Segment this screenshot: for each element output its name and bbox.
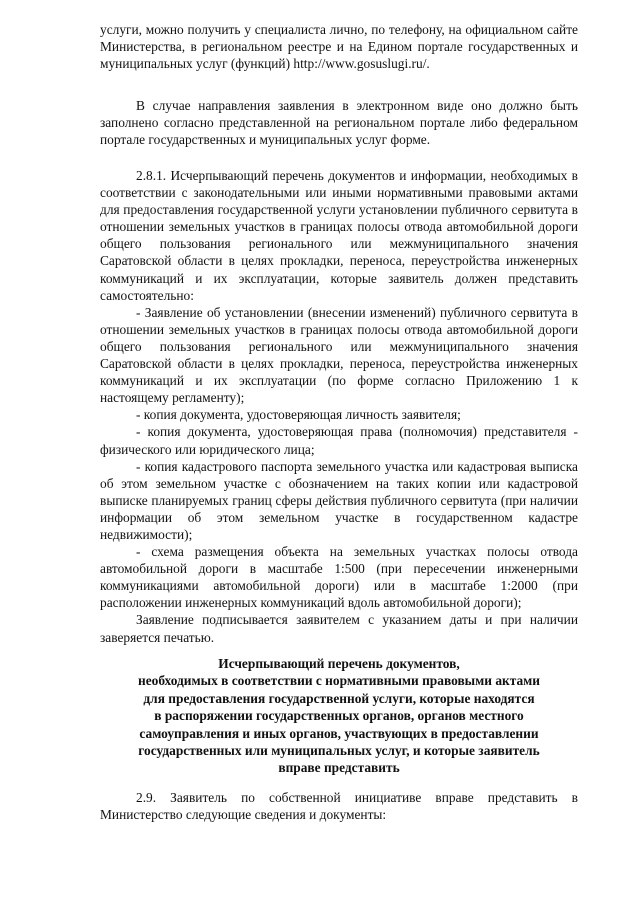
list-item: - копия документа, удостоверяющая личность заявителя; [136,407,461,423]
list-item: - копия кадастрового паспорта земельного участка или кадастровая выписка об этом земельном участке с обозначением на таких копии или кадастровой выписке планируемых границ сферы действия публичного сервитута (при наличии информации об этом земельном участке в государственном кадастре недвижимости); [100,458,578,542]
list-item: - схема размещения объекта на земельных участках полосы отвода автомобильной дороги в масштабе 1:500 (при пересечении инженерными коммуникациями автомобильной дороги) или в масштабе 1:2000 (при расположении инженерных коммуникаций вдоль автомобильной дороги); [100,544,578,611]
paragraph-2-9: 2.9. Заявитель по собственной инициативе вправе представить в Министерство следующие сведения и документы: [100,790,578,823]
heading-line: Исчерпывающий перечень документов, [218,656,460,671]
heading-line: вправе представить [278,760,400,776]
section-2-8-1 [100,167,578,646]
paragraph-text: В случае направления заявления в электронном виде оно должно быть заполнено согласно представленной на региональном портале либо федеральном портале государственных и муниципальных услуг форме. [100,98,578,148]
paragraph-intro-continuation [100,21,578,72]
list-item: - Заявление об установлении (внесении изменений) публичного сервитута в отношении земельных участков в границах полосы отвода автомобильной дороги общего пользования регионального или межмуниципального значения Саратовской области в целях прокладки, переноса, переустройства инженерных коммуникаций и их эксплуатации (по форме согласно Приложению 1 к настоящему регламенту); [100,304,578,406]
section-heading [100,655,578,777]
heading-line: для предоставления государственной услуги, которые находятся [143,690,535,706]
paragraph-2-8-1: 2.8.1. Исчерпывающий перечень документов и информации, необходимых в соответствии с законодательными или иными нормативными правовыми актами для предоставления государственной услуги установлении публичного сервитута в отношении земельных участков в границах полосы отвода автомобильной дороги общего пользования регионального или межмуниципального значения Саратовской области в целях прокладки, переноса, переустройства инженерных коммуникаций и их эксплуатации, которые заявитель должен представить самостоятельно: [100,168,578,303]
paragraph-signature-note: Заявление подписывается заявителем с указанием даты и при наличии заверяется печатью. [100,612,578,645]
heading-line: необходимых в соответствии с нормативными правовыми актами [137,673,541,689]
list-item: - копия документа, удостоверяющая права (полномочия) представителя - физического или юридического лица; [100,424,578,457]
section-2-9 [100,789,578,823]
heading-line: в распоряжении государственных органов, органов местного [154,708,524,724]
paragraph-text: услуги, можно получить у специалиста лично, по телефону, на официальном сайте Министерства, в региональном реестре и на Едином портале государственных и муниципальных услуг (функций) http://www.gosuslugi.ru/. [100,22,578,72]
paragraph-electronic-form [100,97,578,148]
heading-line: самоуправления и иных органов, участвующих в предоставлении [139,725,539,741]
heading-line: государственных или муниципальных услуг, и которые заявитель [138,743,540,759]
